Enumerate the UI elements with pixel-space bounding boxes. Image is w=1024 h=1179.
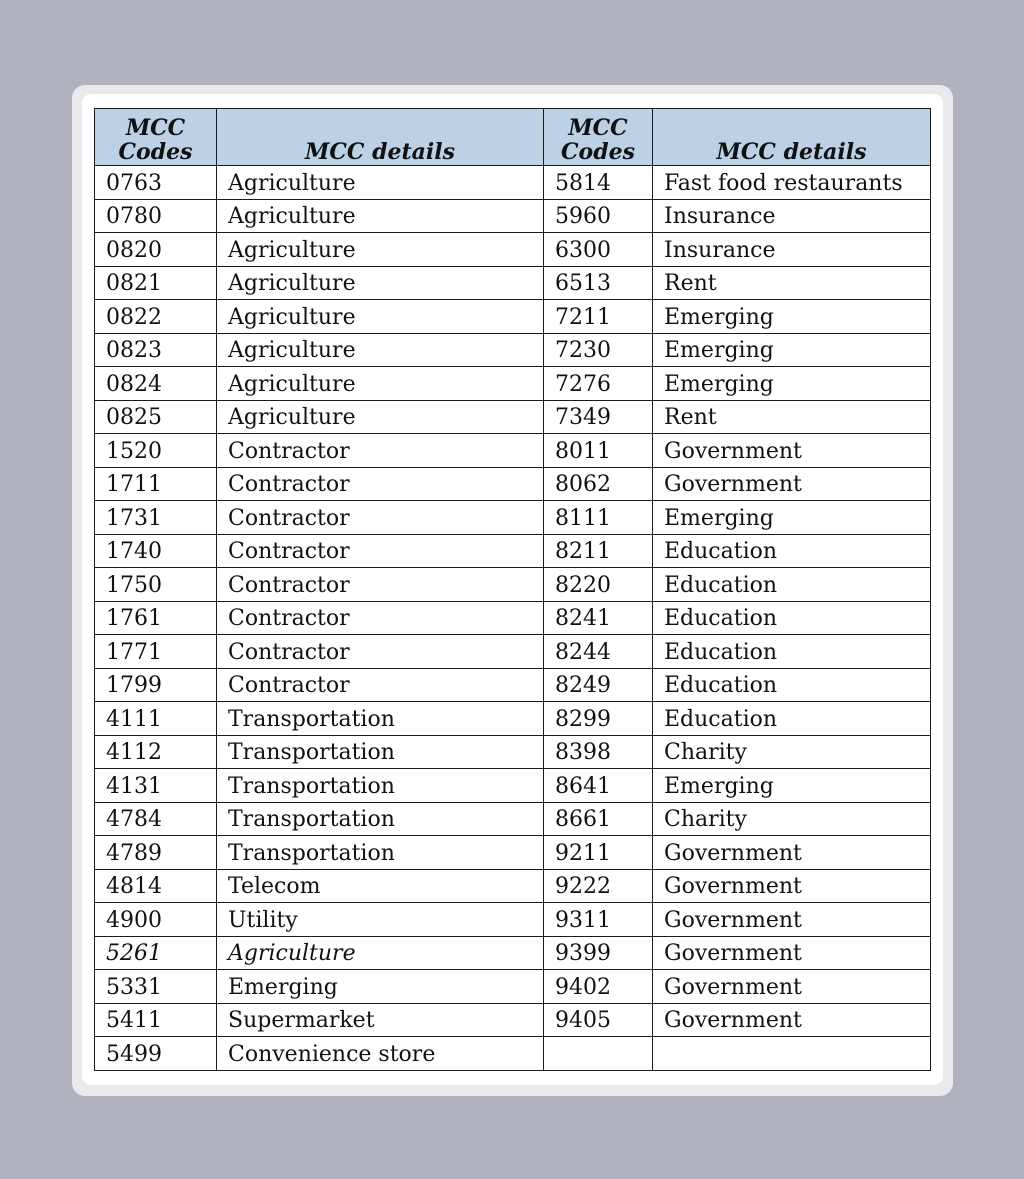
table-row	[95, 367, 931, 401]
code-cell-left: 1799	[95, 668, 217, 702]
details-cell-right: Education	[653, 635, 931, 669]
details-cell-left: Contractor	[217, 568, 544, 602]
code-cell-right: 8111	[544, 501, 653, 535]
details-cell-right: Fast food restaurants	[653, 166, 931, 200]
details-cell-left: Supermarket	[217, 1003, 544, 1037]
header-code-line1: MCC	[125, 115, 186, 141]
code-cell-right: 8062	[544, 467, 653, 501]
details-cell-right: Government	[653, 1003, 931, 1037]
table-row	[95, 266, 931, 300]
code-cell-left: 5261	[95, 936, 217, 970]
details-cell-right: Rent	[653, 266, 931, 300]
details-cell-right: Insurance	[653, 199, 931, 233]
table-row	[95, 735, 931, 769]
details-cell-right: Education	[653, 601, 931, 635]
details-cell-right: Emerging	[653, 367, 931, 401]
header-code-line1: MCC	[568, 115, 628, 141]
details-cell-right: Education	[653, 668, 931, 702]
details-cell-left: Contractor	[217, 668, 544, 702]
table-row	[95, 970, 931, 1004]
details-cell-left: Transportation	[217, 702, 544, 736]
code-cell-right: 9211	[544, 836, 653, 870]
details-cell-right: Rent	[653, 400, 931, 434]
code-cell-left: 5331	[95, 970, 217, 1004]
details-cell-left: Agriculture	[217, 266, 544, 300]
details-cell-right: Government	[653, 936, 931, 970]
details-cell-left: Transportation	[217, 769, 544, 803]
details-cell-left: Contractor	[217, 501, 544, 535]
details-cell-left: Transportation	[217, 836, 544, 870]
details-cell-left: Telecom	[217, 869, 544, 903]
details-cell-left: Transportation	[217, 735, 544, 769]
code-cell-left: 4900	[95, 903, 217, 937]
code-cell-left: 1731	[95, 501, 217, 535]
details-cell-right: Government	[653, 869, 931, 903]
code-cell-left: 0821	[95, 266, 217, 300]
code-cell-right: 9399	[544, 936, 653, 970]
header-code-line2: Codes	[118, 139, 193, 165]
code-cell-right: 5960	[544, 199, 653, 233]
details-cell-right: Education	[653, 568, 931, 602]
table-row	[95, 1037, 931, 1071]
details-cell-left: Contractor	[217, 467, 544, 501]
code-cell-left: 0822	[95, 300, 217, 334]
details-cell-left: Convenience store	[217, 1037, 544, 1071]
table-row	[95, 199, 931, 233]
header-mcc-details-right: MCC details	[653, 109, 931, 166]
header-code-line2: Codes	[561, 139, 635, 165]
details-cell-right: Government	[653, 434, 931, 468]
code-cell-right: 7230	[544, 333, 653, 367]
code-cell-left: 0820	[95, 233, 217, 267]
details-cell-left: Agriculture	[217, 367, 544, 401]
code-cell-right: 6300	[544, 233, 653, 267]
code-cell-left: 0823	[95, 333, 217, 367]
code-cell-left: 4789	[95, 836, 217, 870]
table-row	[95, 869, 931, 903]
table-row	[95, 702, 931, 736]
code-cell-left: 1740	[95, 534, 217, 568]
header-mcc-codes-right	[544, 109, 653, 166]
code-cell-right: 5814	[544, 166, 653, 200]
code-cell-left: 1711	[95, 467, 217, 501]
code-cell-right	[544, 1037, 653, 1071]
table-row	[95, 501, 931, 535]
code-cell-left: 1771	[95, 635, 217, 669]
table-row	[95, 166, 931, 200]
details-cell-right: Education	[653, 534, 931, 568]
code-cell-right: 6513	[544, 266, 653, 300]
details-cell-left: Transportation	[217, 802, 544, 836]
table-row	[95, 568, 931, 602]
details-cell-left: Agriculture	[217, 400, 544, 434]
code-cell-right: 8220	[544, 568, 653, 602]
details-cell-left: Utility	[217, 903, 544, 937]
code-cell-right: 8211	[544, 534, 653, 568]
table-row	[95, 635, 931, 669]
details-cell-right: Emerging	[653, 333, 931, 367]
code-cell-left: 4131	[95, 769, 217, 803]
code-cell-right: 9405	[544, 1003, 653, 1037]
header-mcc-details-left: MCC details	[217, 109, 544, 166]
details-cell-right: Charity	[653, 735, 931, 769]
details-cell-left: Agriculture	[217, 233, 544, 267]
code-cell-right: 8661	[544, 802, 653, 836]
table-row	[95, 333, 931, 367]
code-cell-right: 7211	[544, 300, 653, 334]
details-cell-left: Emerging	[217, 970, 544, 1004]
details-cell-right: Charity	[653, 802, 931, 836]
table-row	[95, 936, 931, 970]
details-cell-left: Agriculture	[217, 936, 544, 970]
code-cell-left: 1520	[95, 434, 217, 468]
code-cell-right: 9402	[544, 970, 653, 1004]
table-row	[95, 668, 931, 702]
header-row	[95, 109, 931, 166]
code-cell-left: 1750	[95, 568, 217, 602]
code-cell-right: 8249	[544, 668, 653, 702]
details-cell-right: Government	[653, 467, 931, 501]
code-cell-right: 8398	[544, 735, 653, 769]
details-cell-left: Agriculture	[217, 199, 544, 233]
details-cell-right	[653, 1037, 931, 1071]
details-cell-right: Government	[653, 970, 931, 1004]
table-row	[95, 434, 931, 468]
table-row	[95, 836, 931, 870]
code-cell-right: 7276	[544, 367, 653, 401]
code-cell-right: 8011	[544, 434, 653, 468]
code-cell-right: 9222	[544, 869, 653, 903]
code-cell-right: 8641	[544, 769, 653, 803]
header-mcc-codes-left	[95, 109, 217, 166]
code-cell-left: 0763	[95, 166, 217, 200]
details-cell-left: Agriculture	[217, 300, 544, 334]
details-cell-right: Government	[653, 903, 931, 937]
table-row	[95, 400, 931, 434]
details-cell-left: Contractor	[217, 635, 544, 669]
details-cell-left: Contractor	[217, 534, 544, 568]
table-row	[95, 300, 931, 334]
details-cell-right: Emerging	[653, 300, 931, 334]
table-row	[95, 534, 931, 568]
table-row	[95, 769, 931, 803]
code-cell-left: 4784	[95, 802, 217, 836]
details-cell-left: Agriculture	[217, 166, 544, 200]
mcc-table	[94, 108, 931, 1071]
details-cell-left: Agriculture	[217, 333, 544, 367]
table-row	[95, 802, 931, 836]
code-cell-right: 8241	[544, 601, 653, 635]
code-cell-left: 0825	[95, 400, 217, 434]
table-row	[95, 1003, 931, 1037]
table-row	[95, 467, 931, 501]
code-cell-left: 4814	[95, 869, 217, 903]
code-cell-right: 8244	[544, 635, 653, 669]
details-cell-right: Education	[653, 702, 931, 736]
details-cell-right: Emerging	[653, 769, 931, 803]
code-cell-right: 7349	[544, 400, 653, 434]
code-cell-right: 9311	[544, 903, 653, 937]
details-cell-right: Emerging	[653, 501, 931, 535]
details-cell-right: Insurance	[653, 233, 931, 267]
table-row	[95, 903, 931, 937]
code-cell-left: 4112	[95, 735, 217, 769]
code-cell-left: 4111	[95, 702, 217, 736]
code-cell-left: 5499	[95, 1037, 217, 1071]
table-row	[95, 601, 931, 635]
table-body	[95, 166, 931, 1071]
code-cell-left: 5411	[95, 1003, 217, 1037]
details-cell-right: Government	[653, 836, 931, 870]
code-cell-left: 0780	[95, 199, 217, 233]
code-cell-left: 1761	[95, 601, 217, 635]
details-cell-left: Contractor	[217, 434, 544, 468]
code-cell-left: 0824	[95, 367, 217, 401]
code-cell-right: 8299	[544, 702, 653, 736]
table-row	[95, 233, 931, 267]
details-cell-left: Contractor	[217, 601, 544, 635]
